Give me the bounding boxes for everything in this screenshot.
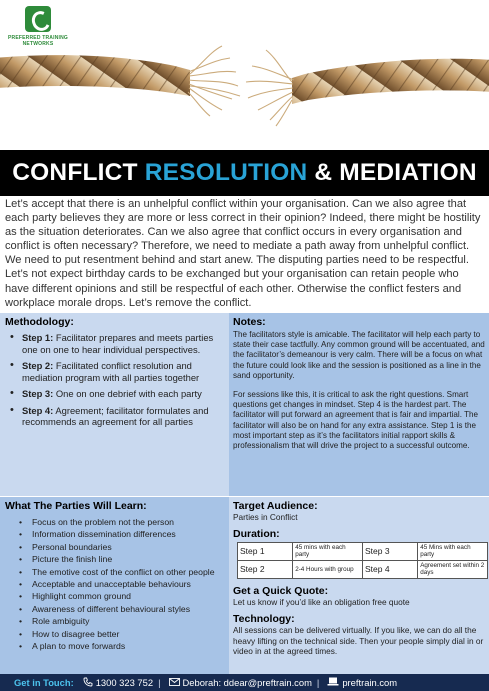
title-part1: CONFLICT xyxy=(12,159,145,186)
duration-step: Step 3 xyxy=(362,542,417,560)
quote-text: Let us know if you’d like an obligation free quote xyxy=(233,596,410,607)
hero-image xyxy=(0,0,489,150)
notes-paragraph-1: The facilitators style is amicable. The facilitator will help each party to state their case tactfully. Any common ground will be accentuated, and the facilitator’s demeanour is very calm. There will be a focus on what the future could look like and the session is positioned as a line in the sand opportunity. xyxy=(233,330,485,380)
mail-icon xyxy=(169,678,180,688)
logo-text-line1: PREFERRED TRAINING xyxy=(8,35,68,41)
title-accent: RESOLUTION xyxy=(144,159,308,186)
footer-website[interactable]: preftrain.com xyxy=(342,677,398,688)
duration-step: Step 4 xyxy=(362,560,417,578)
phone-icon xyxy=(83,677,93,689)
methodology-list xyxy=(5,332,225,428)
notes-heading: Notes: xyxy=(233,316,266,328)
duration-value: 45 mins with each party xyxy=(293,542,363,560)
learn-item: • Information dissemination differences xyxy=(5,529,225,540)
duration-step: Step 1 xyxy=(238,542,293,560)
footer-lead: Get in Touch: xyxy=(14,677,74,688)
duration-row xyxy=(238,542,488,560)
step-label: Step 1: xyxy=(22,332,54,343)
learn-list xyxy=(5,517,225,652)
title-part2: & MEDIATION xyxy=(307,159,477,186)
page-title xyxy=(12,159,476,187)
methodology-step xyxy=(5,332,225,355)
footer-separator: | xyxy=(158,677,161,688)
logo-mark-icon xyxy=(25,6,51,32)
methodology-step xyxy=(5,388,225,400)
notes-paragraph-2: For sessions like this, it is critical to ask the right questions. Smart questions get changes in mindset. Step 4 is the hardest part. The facilitator will put forward an agreement that is fair and impartial. The facilitator will also be on hand for any extra assistance. Step 1 is the most important step as it’s the facilitators initial rapport skills & professionalism that will drive the project to a successful outcome. xyxy=(233,390,479,451)
duration-row xyxy=(238,560,488,578)
technology-heading: Technology: xyxy=(233,613,295,625)
technology-text: All sessions can be delivered virtually. If you like, we can do all the heavy lifting on the technical side. Then your people simply dial in or video in at the agreed times. xyxy=(233,625,484,656)
step-text: Facilitated conflict resolution and mediation program with all parties together xyxy=(22,360,200,383)
step-text: Facilitator prepares and meets parties one on one to hear individual perspectives. xyxy=(22,332,214,355)
duration-heading: Duration: xyxy=(233,527,280,540)
footer-email[interactable]: Deborah: ddear@preftrain.com xyxy=(182,677,312,688)
contact-footer xyxy=(0,674,489,691)
step-text: Agreement; facilitator formulates and recommends an agreement for all parties xyxy=(22,404,209,427)
learn-item: • Awareness of different behavioural styles xyxy=(5,604,225,615)
details-panel xyxy=(229,497,489,674)
learn-item: • How to disagree better xyxy=(5,629,225,640)
duration-step: Step 2 xyxy=(238,560,293,578)
methodology-step xyxy=(5,360,225,383)
learn-item: • Role ambiguity xyxy=(5,616,225,627)
learn-item: • A plan to move forwards xyxy=(5,641,225,652)
learn-item: • The emotive cost of the conflict on other people xyxy=(5,567,225,578)
quote-heading: Get a Quick Quote: xyxy=(233,584,329,597)
learn-item: • Picture the finish line xyxy=(5,554,225,565)
methodology-step xyxy=(5,405,225,428)
step-text: One on one debrief with each party xyxy=(53,388,202,399)
fraying-rope-image xyxy=(0,0,489,150)
logo-text-line2: NETWORKS xyxy=(22,41,54,47)
learn-item: • Personal boundaries xyxy=(5,542,225,553)
footer-separator: | xyxy=(316,677,320,688)
notes-panel xyxy=(229,313,489,496)
laptop-icon xyxy=(327,677,339,688)
step-label: Step 4: xyxy=(22,404,54,416)
learn-item: • Acceptable and unacceptable behaviours xyxy=(5,579,225,590)
duration-value: 2-4 Hours with group xyxy=(293,560,363,578)
methodology-panel xyxy=(0,313,229,496)
duration-table xyxy=(237,542,488,579)
step-label: Step 2: xyxy=(22,360,54,371)
learn-panel xyxy=(0,497,229,674)
audience-text: Parties in Conflict xyxy=(233,512,298,522)
learn-item: • Highlight common ground xyxy=(5,591,225,602)
footer-phone[interactable]: 1300 323 752 xyxy=(95,677,154,688)
methodology-heading: Methodology: xyxy=(5,316,74,328)
duration-value: 45 Mins with each party xyxy=(418,542,488,560)
title-band xyxy=(0,150,489,196)
step-label: Step 3: xyxy=(22,388,54,399)
duration-value: Agreement set within 2 days xyxy=(418,560,488,578)
company-logo xyxy=(8,6,68,47)
learn-heading: What The Parties Will Learn: xyxy=(5,500,147,512)
learn-item: • Focus on the problem not the person xyxy=(5,517,225,528)
intro-paragraph: Let’s accept that there is an unhelpful conflict within your organisation. Can we also agree that each party believes they are more or less correct in their opinion? Indeed, there might be hostility as the situation deteriorates. Can we also agree that conflict occurs in every organisation and conflict is often necessary? Therefore, we need to mediate a path away from unhelpful conflict. We need to put resentment behind and start anew. The disputing parties need to be respectful. Let’s not expect birthday cards to be exchanged but your organisation can retain people who have different opinions and still be respectful of each other. Otherwise the conflict festers and workplace morale drops. Let’s remove the conflict. xyxy=(5,198,481,309)
audience-heading: Target Audience: xyxy=(233,500,318,512)
